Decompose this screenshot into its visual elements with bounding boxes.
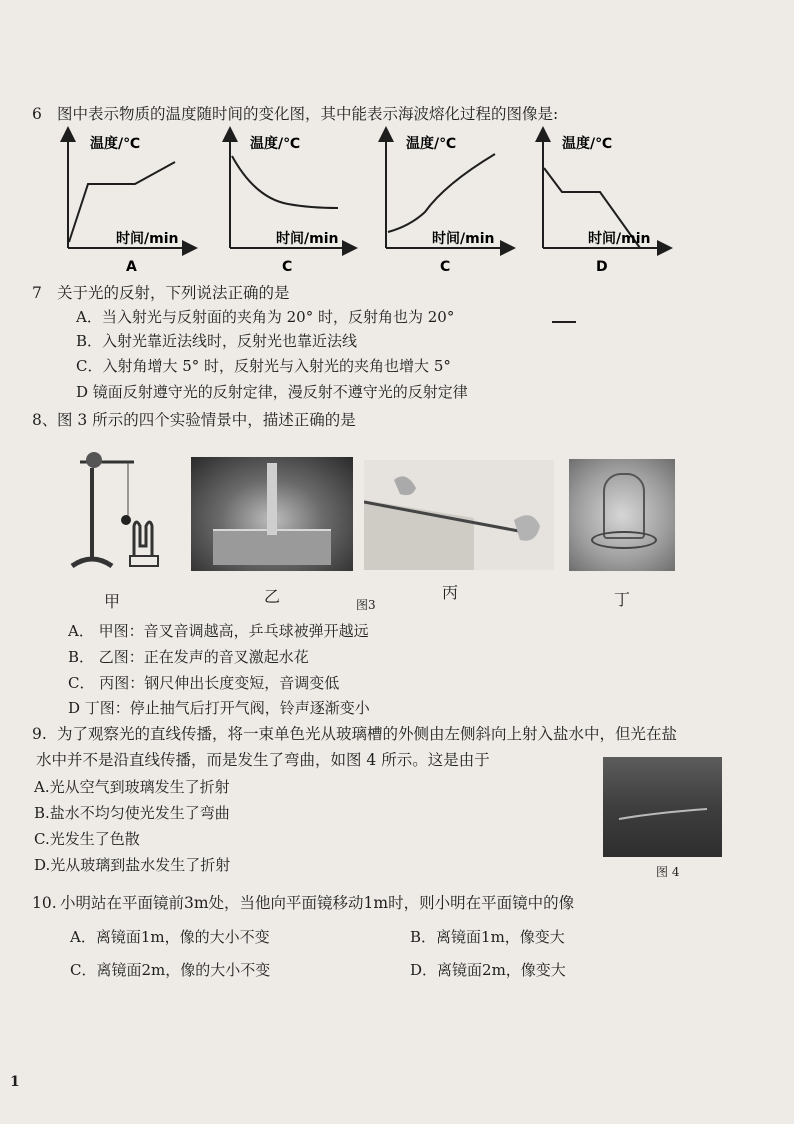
- label-yi: 乙: [264, 587, 281, 606]
- graph-c-ylabel: 温度/℃: [406, 136, 457, 152]
- graph-d-xlabel: 时间/min: [588, 231, 651, 247]
- q7-stem: 关于光的反射，下列说法正确的是: [57, 284, 290, 302]
- q10-option-a: A．离镜面1m，像的大小不变: [70, 928, 270, 946]
- q7-number: 7: [32, 284, 42, 302]
- graph-a-ylabel: 温度/℃: [90, 136, 141, 152]
- q9-option-a: A.光从空气到玻璃发生了折射: [34, 778, 230, 796]
- graph-b-ylabel: 温度/℃: [250, 136, 301, 152]
- graph-c-xlabel: 时间/min: [432, 231, 495, 247]
- q7-option-b: B．入射光靠近法线时，反射光也靠近法线: [76, 332, 358, 350]
- graph-c-curve: [388, 154, 495, 232]
- fig3-image-bing: [364, 460, 554, 570]
- fig3-image-ding: [569, 459, 675, 571]
- fig3-caption: 图3: [356, 598, 376, 612]
- q8-option-c: C． 丙图：钢尺伸出长度变短，音调变低: [68, 674, 340, 692]
- graph-a-xlabel: 时间/min: [116, 231, 179, 247]
- answer-blank-mark: [552, 321, 576, 323]
- q9-option-c: C.光发生了色散: [34, 830, 140, 848]
- graph-d-ylabel: 温度/℃: [562, 136, 613, 152]
- graph-d: [543, 134, 665, 275]
- q6-number: 6: [32, 105, 42, 123]
- graph-b-label: C: [282, 259, 293, 275]
- q8-option-d: D 丁图：停止抽气后打开气阀，铃声逐渐变小: [68, 699, 370, 717]
- fig4-image: [603, 757, 722, 857]
- q10-stem: 小明站在平面镜前3m处，当他向平面镜移动1m时，则小明在平面镜中的像: [60, 894, 575, 912]
- fig3-image-yi: [191, 457, 353, 571]
- q9-stem-line2: 水中并不是沿直线传播，而是发生了弯曲，如图 4 所示。这是由于: [36, 751, 490, 769]
- q7-option-a: A．当入射光与反射面的夹角为 20° 时，反射角也为 20°: [76, 308, 455, 326]
- q10-option-c: C．离镜面2m，像的大小不变: [70, 961, 271, 979]
- q9-option-b: B.盐水不均匀使光发生了弯曲: [34, 804, 230, 822]
- q6-stem: 图中表示物质的温度随时间的变化图，其中能表示海波熔化过程的图像是:: [57, 105, 559, 123]
- fig3-image-jia: [64, 448, 160, 574]
- page-number: 1: [10, 1074, 20, 1090]
- q8-stem: 图 3 所示的四个实验情景中，描述正确的是: [57, 411, 356, 429]
- q8-option-b: B． 乙图：正在发声的音叉激起水花: [68, 648, 309, 666]
- label-ding: 丁: [614, 590, 631, 609]
- label-jia: 甲: [104, 592, 121, 611]
- graph-a: [68, 134, 190, 275]
- q9-option-d: D.光从玻璃到盐水发生了折射: [34, 856, 231, 874]
- q8-number: 8、: [32, 411, 58, 429]
- q8-option-a: A． 甲图：音叉音调越高，乒乓球被弹开越远: [68, 622, 369, 640]
- graph-b-curve: [232, 156, 338, 208]
- q9-stem-line1: 为了观察光的直线传播，将一束单色光从玻璃槽的外侧由左侧斜向上射入盐水中，但光在盐: [57, 725, 678, 743]
- fig4-caption: 图 4: [656, 865, 680, 879]
- graph-a-curve: [69, 162, 175, 242]
- q7-option-d: D 镜面反射遵守光的反射定律，漫反射不遵守光的反射定律: [76, 383, 468, 401]
- q10-option-b: B．离镜面1m，像变大: [410, 928, 565, 946]
- graph-a-label: A: [126, 259, 137, 275]
- graph-d-label: D: [596, 259, 608, 275]
- graph-b-xlabel: 时间/min: [276, 231, 339, 247]
- q10-number: 10.: [32, 894, 57, 912]
- graph-c-label: C: [440, 259, 451, 275]
- q9-number: 9.: [32, 725, 47, 743]
- graph-b: [230, 134, 350, 275]
- graph-c: [386, 134, 508, 275]
- q10-option-d: D．离镜面2m，像变大: [410, 961, 566, 979]
- label-bing: 丙: [442, 583, 459, 602]
- q6-graphs: [40, 126, 680, 276]
- q7-option-c: C．入射角增大 5° 时，反射光与入射光的夹角也增大 5°: [76, 357, 451, 375]
